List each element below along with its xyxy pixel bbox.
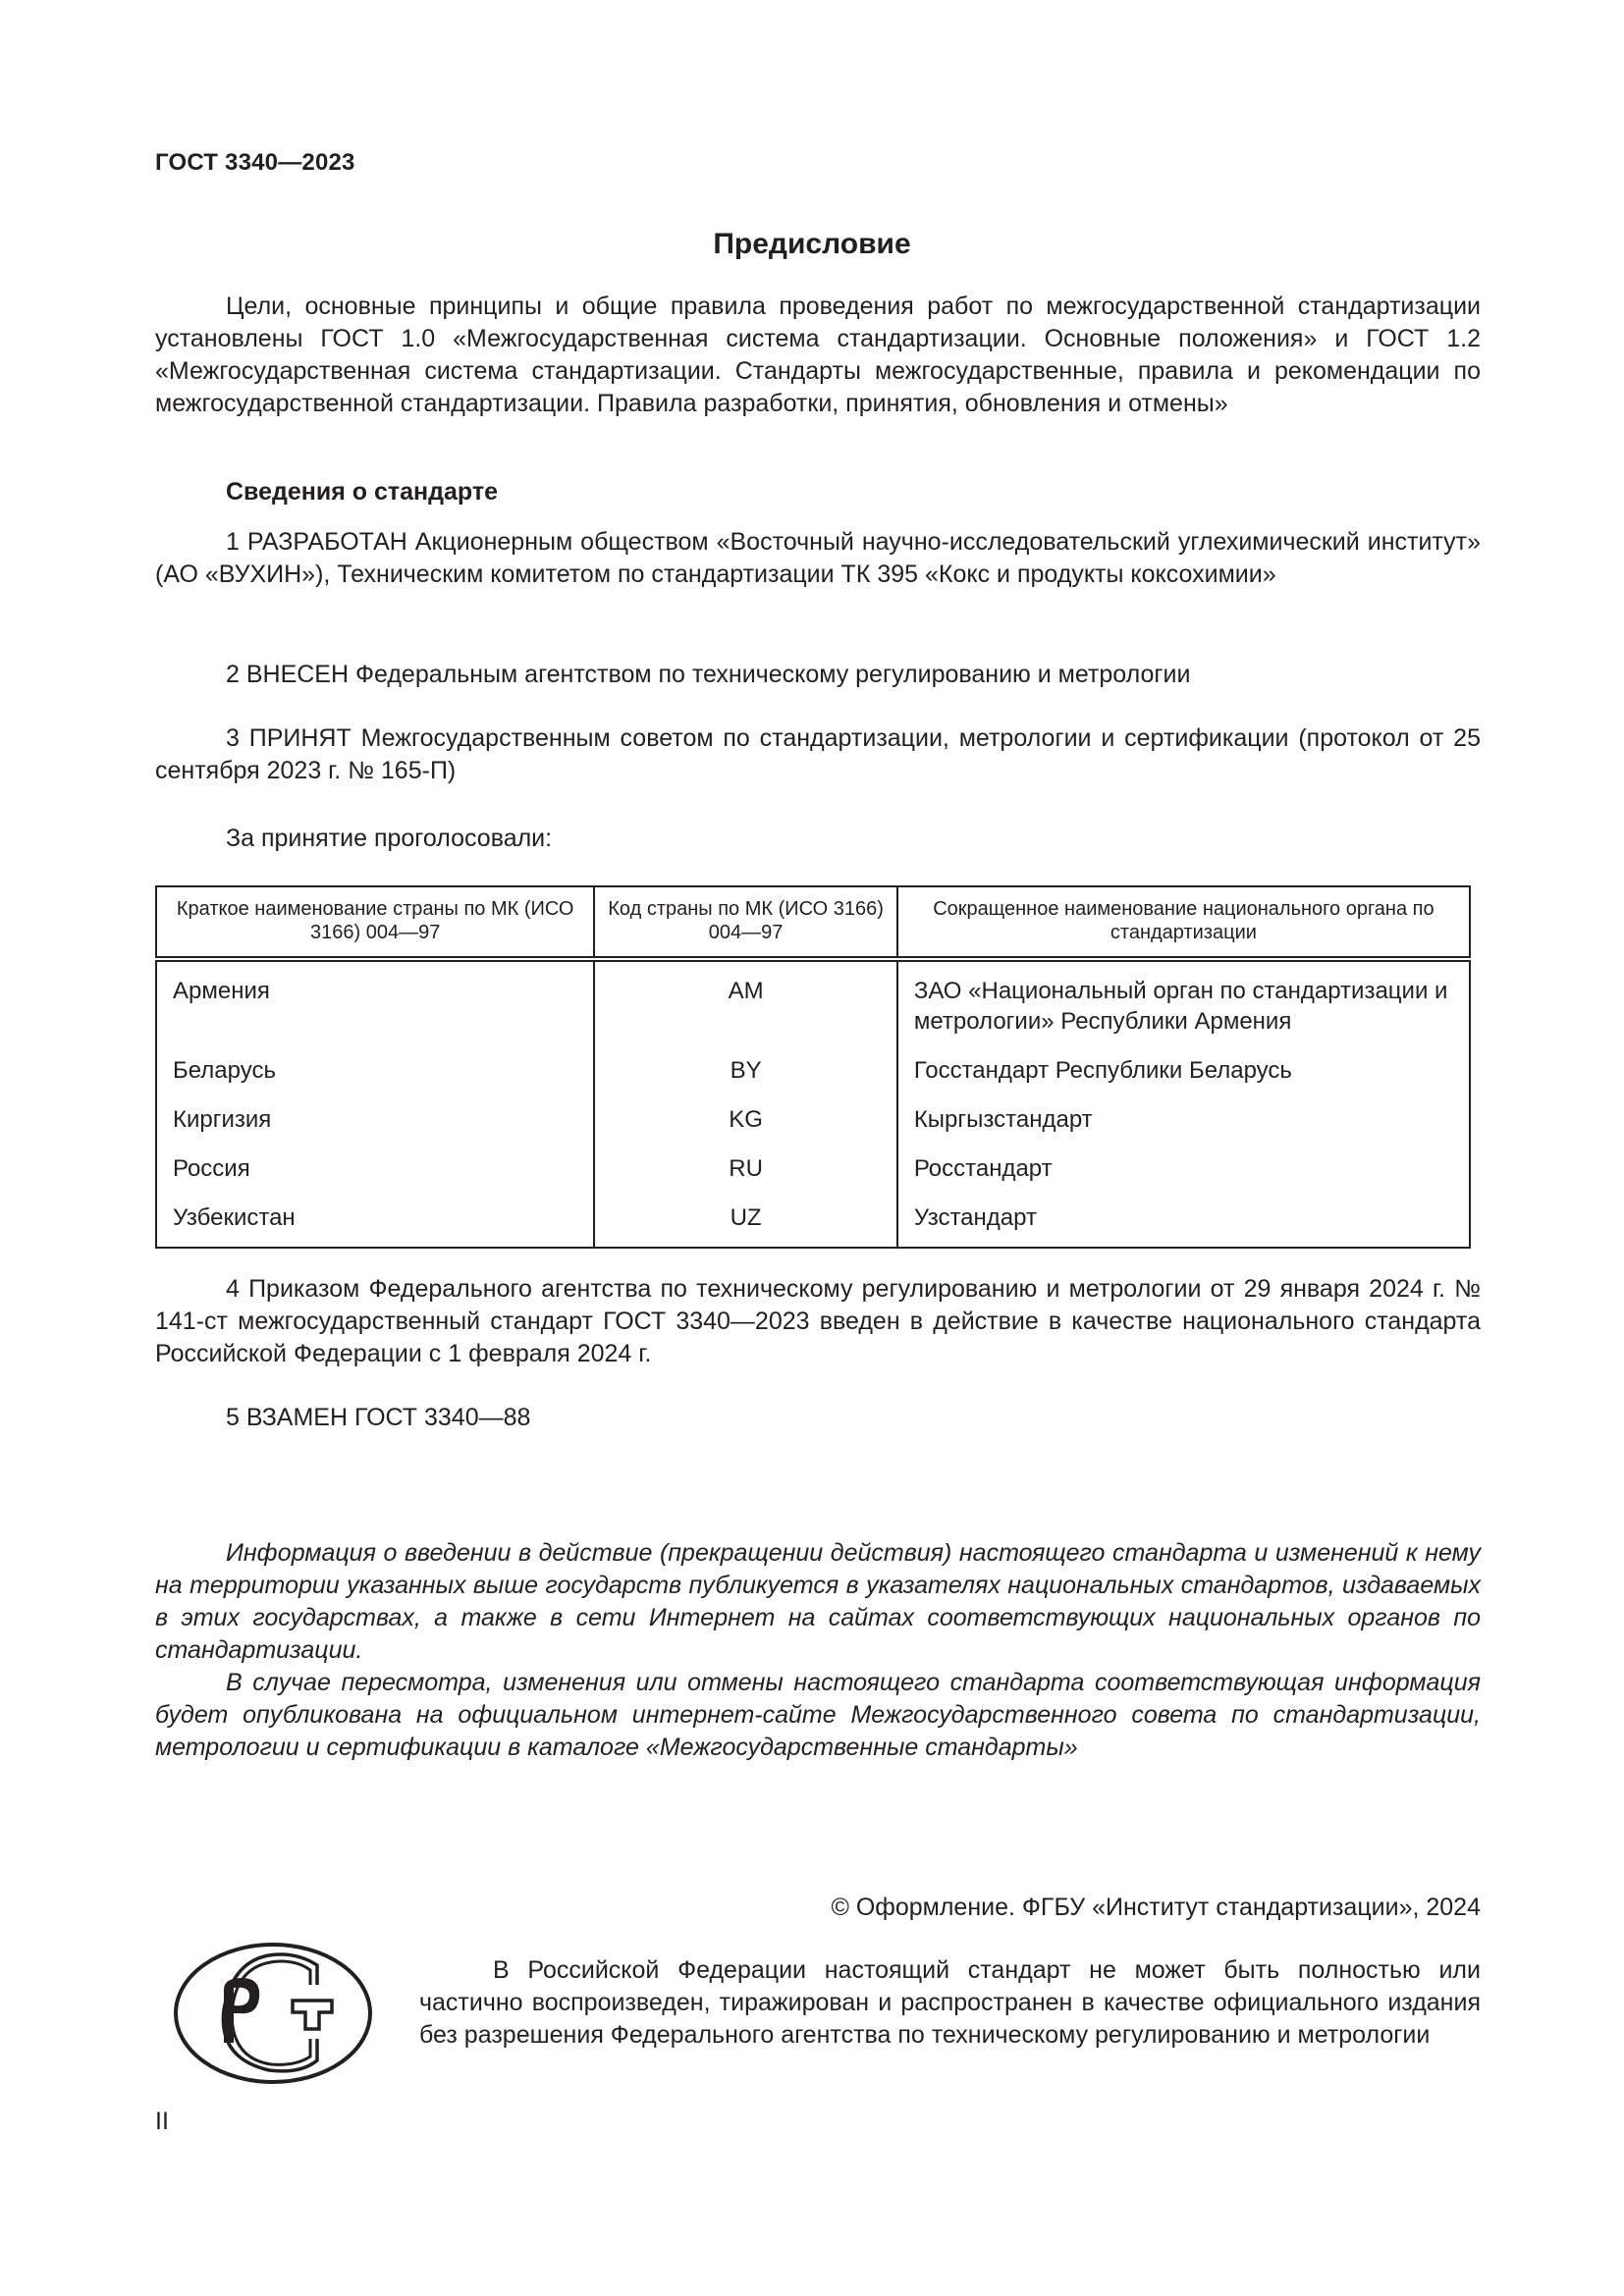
rights-notice: В Российской Федерации настоящий стандарт не может быть полностью или частично воспроизведен, тиражирован и распространен в качестве официального издания без разрешения Федерального агентства по техническому регулированию и метрологии	[419, 1956, 1481, 2049]
page-number: II	[155, 2108, 169, 2135]
item-developed: 1 РАЗРАБОТАН Акционерным обществом «Восточный научно-исследовательский углехимический институт» (АО «ВУХИН»), Техническим комитетом по стандартизации ТК 395 «Кокс и продукты коксохимии»	[155, 528, 1481, 588]
header-country: Краткое наименование страны по МК (ИСО 3166) 004—97	[156, 886, 594, 959]
code-cell: RU	[594, 1153, 896, 1202]
country-cell: Узбекистан	[156, 1202, 594, 1248]
code-cell: AM	[594, 959, 896, 1055]
voted-label: За принятие проголосовали:	[226, 825, 553, 852]
body-cell: Узстандарт	[897, 1202, 1470, 1248]
country-cell: Армения	[156, 959, 594, 1055]
notice-paragraph-1: Информация о введении в действие (прекращении действия) настоящего стандарта и изменений к нему на территории указанных выше государств публикуется в указателях национальных стандартов, издаваемых в этих государствах, а также в сети Интернет на сайтах соответствующих национальных органов по стандартизации.	[155, 1539, 1481, 1664]
rst-certification-mark-icon	[173, 1941, 373, 2086]
table-row	[156, 1202, 1470, 1248]
table-row	[156, 959, 1470, 1055]
table-header-row	[156, 886, 1470, 959]
table-row	[156, 1104, 1470, 1153]
code-cell: UZ	[594, 1202, 896, 1248]
header-code: Код страны по МК (ИСО 3166) 004—97	[594, 886, 896, 959]
body-cell: Росстандарт	[897, 1153, 1470, 1202]
copyright-line: © Оформление. ФГБУ «Институт стандартизации», 2024	[831, 1894, 1481, 1921]
table-row	[156, 1055, 1470, 1104]
item-adopted: 3 ПРИНЯТ Межгосударственным советом по стандартизации, метрологии и сертификации (протокол от 25 сентября 2023 г. № 165-П)	[155, 724, 1481, 784]
intro-paragraph: Цели, основные принципы и общие правила проведения работ по межгосударственной стандартизации установлены ГОСТ 1.0 «Межгосударственная система стандартизации. Основные положения» и ГОСТ 1.2 «Межгосударственная система стандартизации. Стандарты межгосударственные, правила и рекомендации по межгосударственной стандартизации. Правила разработки, принятия, обновления и отмены»	[155, 293, 1481, 417]
country-cell: Беларусь	[156, 1055, 594, 1104]
body-cell: Кыргызстандарт	[897, 1104, 1470, 1153]
table-row	[156, 1153, 1470, 1202]
code-cell: BY	[594, 1055, 896, 1104]
country-cell: Киргизия	[156, 1104, 594, 1153]
body-cell: ЗАО «Национальный орган по стандартизации и метрологии» Республики Армения	[897, 959, 1470, 1055]
document-id: ГОСТ 3340—2023	[155, 149, 355, 176]
body-cell: Госстандарт Республики Беларусь	[897, 1055, 1470, 1104]
country-cell: Россия	[156, 1153, 594, 1202]
voting-countries-table	[155, 885, 1471, 1249]
header-body: Сокращенное наименование национального органа по стандартизации	[897, 886, 1470, 959]
code-cell: KG	[594, 1104, 896, 1153]
item-enacted: 4 Приказом Федерального агентства по техническому регулированию и метрологии от 29 января 2024 г. № 141-ст межгосударственный стандарт ГОСТ 3340—2023 введен в действие в качестве национального стандарта Российской Федерации с 1 февраля 2024 г.	[155, 1275, 1481, 1367]
item-replaces: 5 ВЗАМЕН ГОСТ 3340—88	[226, 1404, 531, 1431]
info-heading: Сведения о стандарте	[226, 478, 499, 506]
item-introduced: 2 ВНЕСЕН Федеральным агентством по техническому регулированию и метрологии	[226, 661, 1191, 688]
page-title: Предисловие	[713, 228, 911, 260]
notice-paragraph-2: В случае пересмотра, изменения или отмены настоящего стандарта соответствующая информация будет опубликована на официальном интернет-сайте Межгосударственного совета по стандартизации, метрологии и сертификации в каталоге «Межгосударственные стандарты»	[155, 1669, 1481, 1761]
